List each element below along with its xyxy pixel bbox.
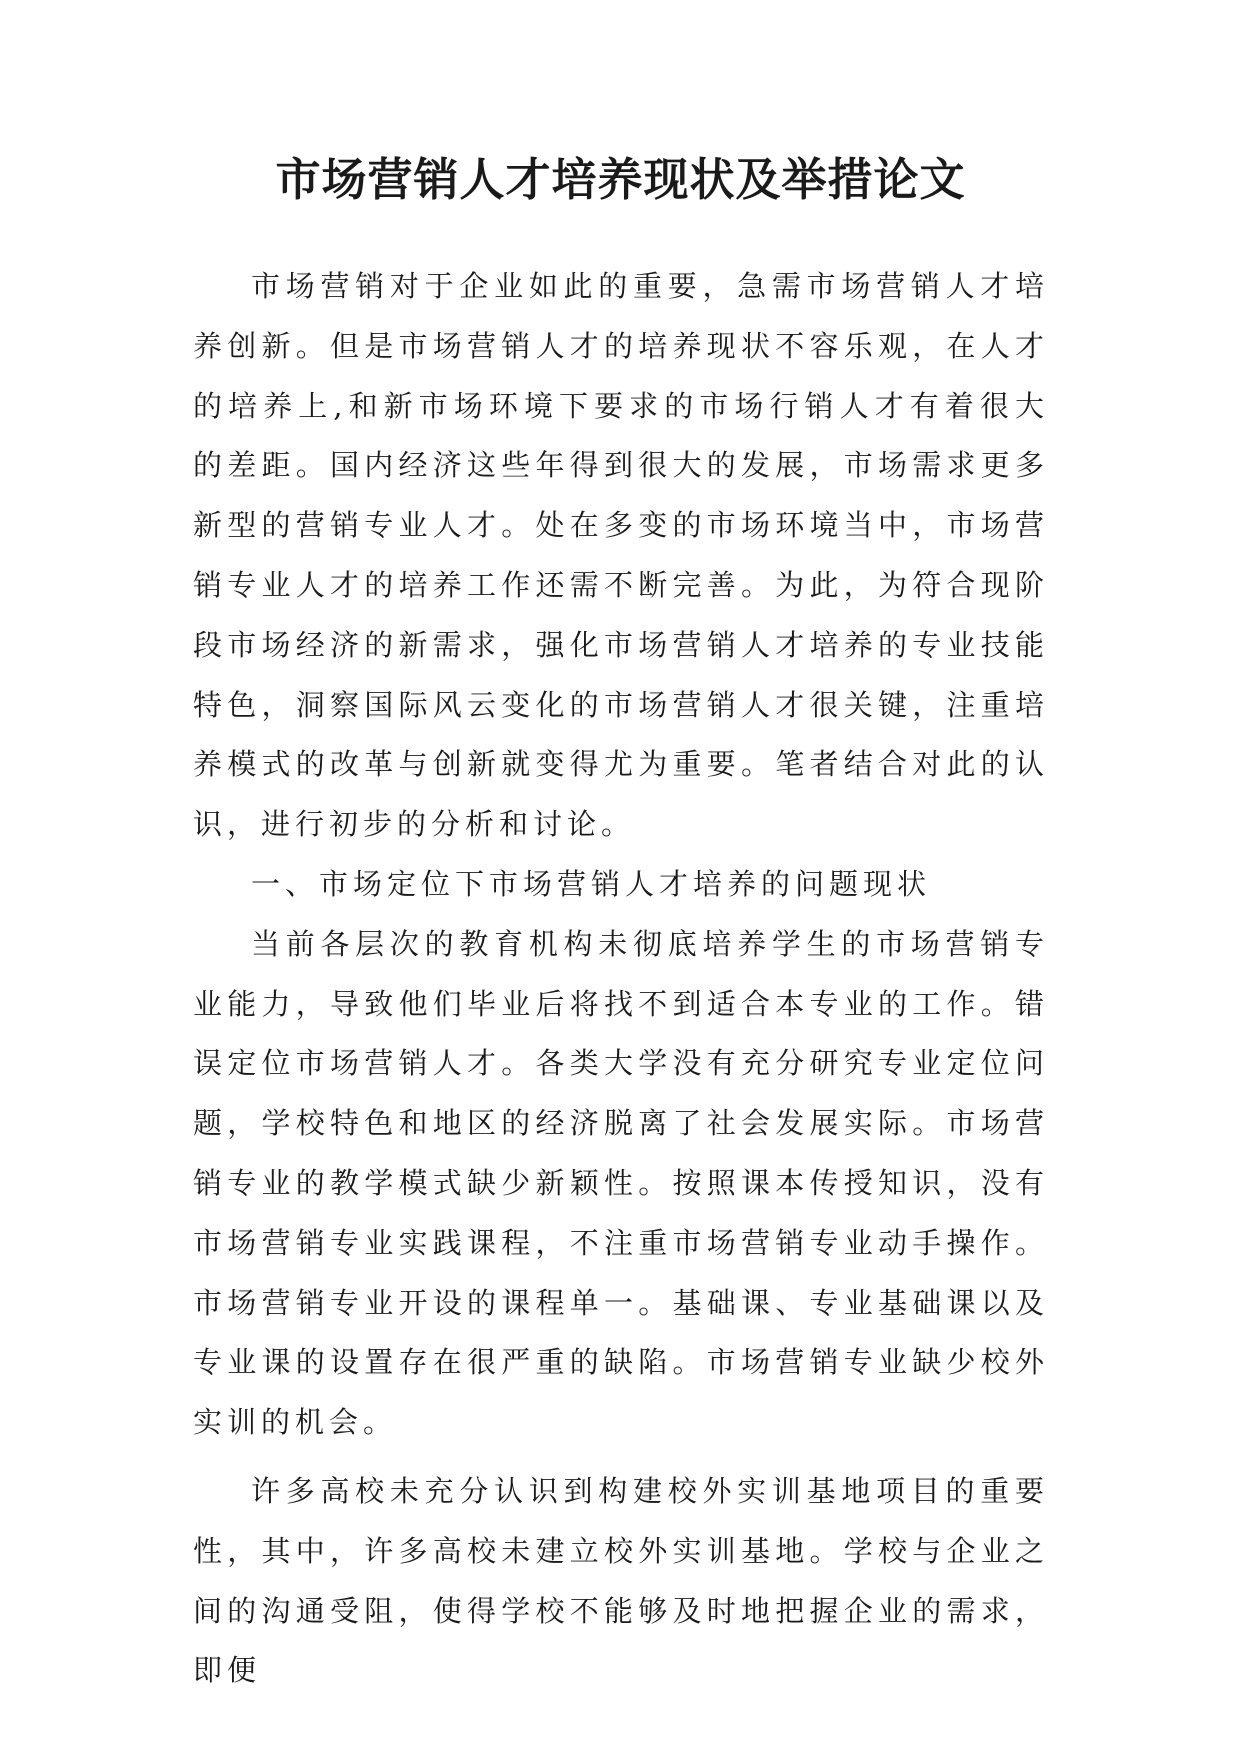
document-body (193, 257, 1049, 1701)
paragraph-current-status: 当前各层次的教育机构未彻底培养学生的市场营销专业能力，导致他们毕业后将找不到适合本专业的工作。错误定位市场营销人才。各类大学没有充分研究专业定位问题，学校特色和地区的经济脱离了社会发展实际。市场营销专业的教学模式缺少新颖性。按照课本传授知识，没有市场营销专业实践课程，不注重市场营销专业动手操作。市场营销专业开设的课程单一。基础课、专业基础课以及专业课的设置存在很严重的缺陷。市场营销专业缺少校外实训的机会。 (193, 926, 1049, 1440)
paragraph-gap (193, 1453, 1049, 1462)
section-heading-1: 一、市场定位下市场营销人才培养的问题现状 (251, 866, 932, 901)
document-title: 市场营销人才培养现状及举措论文 (275, 153, 966, 206)
paragraph-intro: 市场营销对于企业如此的重要，急需市场营销人才培养创新。但是市场营销人才的培养现状不容乐观，在人才的培养上,和新市场环境下要求的市场行销人才有着很大的差距。国内经济这些年得到很大的发展，市场需求更多新型的营销专业人才。处在多变的市场环境当中，市场营销专业人才的培养工作还需不断完善。为此，为符合现阶段市场经济的新需求，强化市场营销人才培养的专业技能特色，洞察国际风云变化的市场营销人才很关键，注重培养模式的改革与创新就变得尤为重要。笔者结合对此的认识，进行初步的分析和讨论。 (193, 269, 1049, 842)
paragraph-training-base: 许多高校未充分认识到构建校外实训基地项目的重要性，其中，许多高校未建立校外实训基地。学校与企业之间的沟通受阻，使得学校不能够及时地把握企业的需求，即便 (193, 1473, 1049, 1688)
